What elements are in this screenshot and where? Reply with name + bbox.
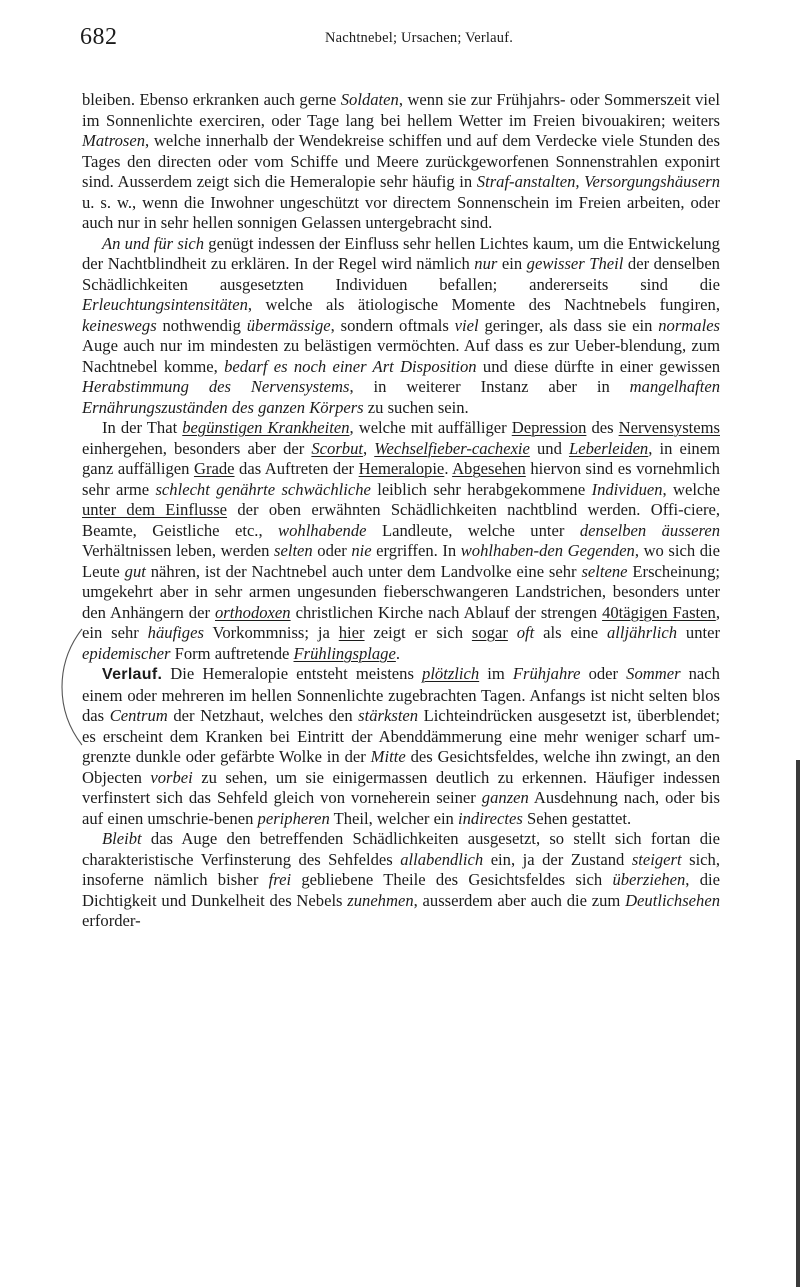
text-run: und diese dürfte in einer gewissen bbox=[476, 356, 720, 376]
emphasized-text: Straf-anstalten, Versorgungshäusern bbox=[476, 172, 720, 191]
emphasized-text: Erleuchtungsintensitäten bbox=[82, 295, 248, 314]
emphasized-text: alljährlich bbox=[606, 623, 678, 642]
text-run: , ausserdem aber auch die zum bbox=[413, 890, 626, 910]
emphasized-text: bedarf es noch einer Art Disposition bbox=[224, 356, 477, 376]
text-run: der Netzhaut, welches den bbox=[167, 706, 359, 725]
text-run: , wenn sie zur Frühjahrs- oder Sommerszeit viel im Sonnenlichte exerciren, oder Tage lang bei hellem Wetter im Freien bivouakiren; weiters bbox=[82, 90, 720, 130]
underlined-text: sogar bbox=[471, 623, 508, 642]
text-run: Landleute, welche unter bbox=[366, 520, 580, 540]
emphasized-text: viel bbox=[454, 315, 479, 335]
text-run: gebliebene Theile des Gesichtsfeldes sich bbox=[291, 870, 613, 889]
text-run: , bbox=[362, 438, 375, 458]
emphasized-text: Mitte bbox=[370, 747, 406, 766]
text-run: unter bbox=[677, 623, 720, 642]
text-run: ergriffen. In bbox=[371, 541, 461, 560]
emphasized-text: epidemischer bbox=[82, 643, 171, 663]
paragraph-verlauf bbox=[82, 664, 720, 829]
text-run: , wo sich die Leute bbox=[82, 541, 720, 581]
text-run: Lichteindrücken ausgesetzt ist, überblendet; es erscheint dem Kranken bei Eintritt der Abenddämmerung eine mehr weniger scharf um-grenzte dunkle oder gefärbte Wolke in der bbox=[82, 706, 720, 766]
emphasized-text: gewisser Theil bbox=[526, 254, 624, 273]
text-run: oder bbox=[312, 541, 352, 560]
text-run: , in weiterer Instanz aber in bbox=[349, 377, 630, 396]
emphasized-text: mangelhaften Ernährungszuständen des ganzen Körpers bbox=[82, 377, 720, 417]
text-run: nothwendig bbox=[156, 315, 247, 335]
text-run: In der That bbox=[102, 418, 183, 437]
emphasized-text: keineswegs bbox=[82, 315, 157, 335]
body-text bbox=[82, 90, 720, 932]
emphasized-text: steigert bbox=[631, 849, 682, 869]
text-run: das Auge den betreffenden Schädlichkeiten ausgesetzt, so stellt sich fortan die charakteristische Verfinsterung des Sehfeldes bbox=[82, 829, 720, 869]
emphasized-text: allabendlich bbox=[400, 849, 484, 869]
emphasized-text: Bleibt bbox=[102, 829, 142, 848]
text-run: der denselben Schädlichkeiten ausgesetzten Individuen befallen; andererseits sind die bbox=[82, 254, 720, 294]
text-run: , ein sehr bbox=[82, 602, 720, 642]
emphasized-text: Individuen bbox=[591, 479, 663, 499]
emphasized-text: häufiges bbox=[147, 623, 204, 642]
text-run: hiervon sind es vornehmlich sehr arme bbox=[82, 459, 720, 499]
emphasized-text: oft bbox=[516, 623, 535, 642]
emphasized-text: denselben äusseren bbox=[579, 520, 720, 540]
emphasized-text: überziehen bbox=[612, 870, 686, 889]
emphasized-text: Scorbut bbox=[311, 438, 363, 458]
text-run: Form auftretende bbox=[170, 643, 294, 663]
text-run: genügt indessen der Einfluss sehr hellen Lichtes kaum, um die Entwickelung der Nachtblindheit zu erklären. In der Regel wird nämlich bbox=[82, 233, 720, 273]
emphasized-text: zunehmen bbox=[347, 890, 414, 910]
text-run: Die Hemeralopie entsteht meistens bbox=[162, 664, 423, 683]
text-run: oder bbox=[580, 664, 627, 683]
emphasized-text: gut bbox=[124, 561, 146, 581]
text-run: , welche bbox=[662, 479, 720, 499]
emphasized-text: Leberleiden bbox=[568, 438, 649, 458]
emphasized-text: nur bbox=[474, 254, 498, 273]
text-run: bleiben. Ebenso erkranken auch gerne bbox=[82, 90, 341, 109]
text-run: als eine bbox=[534, 623, 607, 642]
text-run: , welche innerhalb der Wendekreise schiffen und auf dem Verdecke viele Stunden des Tages den directen oder vom Schiffe und Meere zurückgeworfenen Sonnenstrahlen exponirt sind. Ausserdem zeigt sich die Hemeralopie sehr häufig in bbox=[82, 131, 720, 191]
emphasized-text: ganzen bbox=[481, 788, 529, 807]
emphasized-text: Deutlichsehen bbox=[625, 890, 720, 910]
text-run: zeigt er sich bbox=[364, 623, 472, 642]
emphasized-text: plötzlich bbox=[422, 664, 480, 683]
emphasized-text: schlecht genährte schwächliche bbox=[155, 479, 371, 499]
text-run: und bbox=[529, 438, 569, 458]
emphasized-text: An und für sich bbox=[102, 233, 205, 253]
text-run: zu sehen, um sie einigermassen deutlich zu erkennen. Häufiger indessen verfinstert sich das Sehfeld gleich von vorneherein seiner bbox=[82, 767, 720, 807]
emphasized-text: normales bbox=[658, 315, 721, 335]
emphasized-text: Frühjahre bbox=[512, 664, 581, 683]
paragraph-1 bbox=[82, 90, 720, 234]
underlined-text: Nervensystems bbox=[618, 418, 720, 437]
underlined-text: hier bbox=[338, 623, 365, 642]
emphasized-text: orthodoxen bbox=[214, 602, 291, 622]
text-run: . bbox=[444, 459, 453, 478]
text-run: einhergehen, besonders aber der bbox=[82, 438, 312, 458]
text-run: Vorkommniss; ja bbox=[203, 623, 339, 642]
emphasized-text: selten bbox=[274, 541, 313, 560]
text-run: der oben erwähnten Schädlichkeiten nachtblind werden. Offi-ciere, Beamte, Geistliche etc., bbox=[82, 500, 720, 540]
text-run: des Gesichtsfeldes, welche ihn zwingt, an den Objecten bbox=[82, 747, 721, 787]
page-header bbox=[80, 22, 720, 52]
emphasized-text: nie bbox=[351, 541, 372, 560]
page-number: 682 bbox=[80, 24, 118, 50]
emphasized-text: frei bbox=[268, 870, 292, 889]
text-run: , sondern oftmals bbox=[330, 315, 455, 335]
text-run: u. s. w., wenn die Inwohner ungeschützt vor directem Sonnenschein im Freien arbeiten, oder auch nur in sehr hellen sonnigen Gelassen untergebracht sind. bbox=[82, 192, 720, 232]
underlined-text: unter dem Einflusse bbox=[82, 500, 228, 519]
paragraph-5 bbox=[82, 829, 720, 932]
text-run: sich, insoferne nämlich bisher bbox=[82, 849, 720, 889]
text-run: erforder- bbox=[82, 911, 141, 930]
emphasized-text: Wechselfieber-cachexie bbox=[374, 438, 530, 458]
emphasized-text: Herabstimmung des Nervensystems bbox=[82, 377, 350, 396]
text-run: Verhältnissen leben, werden bbox=[82, 541, 275, 560]
underlined-text: Hemeralopie bbox=[358, 459, 445, 478]
emphasized-text: vorbei bbox=[150, 767, 193, 787]
page-edge-shadow bbox=[796, 760, 800, 1287]
text-run: . bbox=[395, 643, 400, 663]
emphasized-text: stärksten bbox=[358, 706, 419, 725]
text-run: im bbox=[479, 664, 513, 683]
emphasized-text: Matrosen bbox=[82, 131, 145, 150]
text-run: nähren, ist der Nachtnebel auch unter dem Landvolke eine sehr bbox=[145, 561, 582, 581]
underlined-text: Grade bbox=[193, 459, 235, 478]
underlined-text: 40tägigen Fasten bbox=[602, 602, 716, 622]
underlined-text: Abgesehen bbox=[452, 459, 526, 478]
text-run: Ausdehnung nach, oder bis auf einen umschrie-benen bbox=[82, 788, 720, 828]
text-run: Auge auch nur im mindesten zu belästigen vermöchten. Auf dass es zur Ueber-blendung, zum Nachtnebel komme, bbox=[82, 336, 720, 376]
emphasized-text: Soldaten bbox=[340, 90, 399, 109]
text-run: Sehen gestattet. bbox=[522, 808, 632, 828]
text-run: ein, ja der Zustand bbox=[483, 849, 632, 869]
text-run: das Auftreten der bbox=[234, 459, 359, 478]
underlined-text: Depression bbox=[511, 418, 587, 437]
paragraph-3 bbox=[82, 418, 720, 664]
text-run: , welche als ätiologische Momente des Nachtnebels fungiren, bbox=[247, 295, 720, 314]
section-label-verlauf: Verlauf. bbox=[102, 666, 163, 683]
text-run: , in einem ganz auffälligen bbox=[82, 438, 720, 478]
emphasized-text: indirectes bbox=[458, 808, 523, 828]
running-head: Nachtnebel; Ursachen; Verlauf. bbox=[324, 30, 514, 46]
emphasized-text: übermässige bbox=[246, 315, 331, 335]
emphasized-text: wohlhabende bbox=[278, 520, 367, 540]
text-run: nach einem oder mehreren im hellen Sonnenlichte zugebrachten Tagen. Anfangs ist nicht selten blos das bbox=[82, 664, 720, 725]
emphasized-text: begünstigen Krankheiten bbox=[182, 418, 350, 437]
text-run: , die Dichtigkeit und Dunkelheit des Nebels bbox=[82, 870, 720, 910]
text-run: zu suchen sein. bbox=[363, 397, 469, 417]
text-run: , welche mit auffälliger bbox=[349, 418, 512, 437]
emphasized-text: peripheren bbox=[257, 808, 330, 828]
text-run: christlichen Kirche nach Ablauf der strengen bbox=[290, 602, 603, 622]
text-run: leiblich sehr herabgekommene bbox=[370, 479, 592, 499]
emphasized-text: wohlhaben-den Gegenden bbox=[460, 541, 635, 560]
paragraph-2 bbox=[82, 234, 720, 419]
text-run: geringer, als dass sie ein bbox=[478, 315, 659, 335]
text-run bbox=[508, 623, 517, 642]
text-run: Erscheinung; umgekehrt aber in sehr armen ungesunden fieberschwangeren Landstrichen, besonders unter den Anhängern der bbox=[82, 561, 720, 622]
text-run: ein bbox=[497, 254, 527, 273]
emphasized-text: Frühlingsplage bbox=[293, 643, 396, 663]
emphasized-text: Centrum bbox=[109, 706, 168, 725]
emphasized-text: Sommer bbox=[626, 664, 681, 683]
emphasized-text: seltene bbox=[581, 561, 628, 581]
text-run: Theil, welcher ein bbox=[329, 808, 458, 828]
text-run: des bbox=[586, 418, 619, 437]
